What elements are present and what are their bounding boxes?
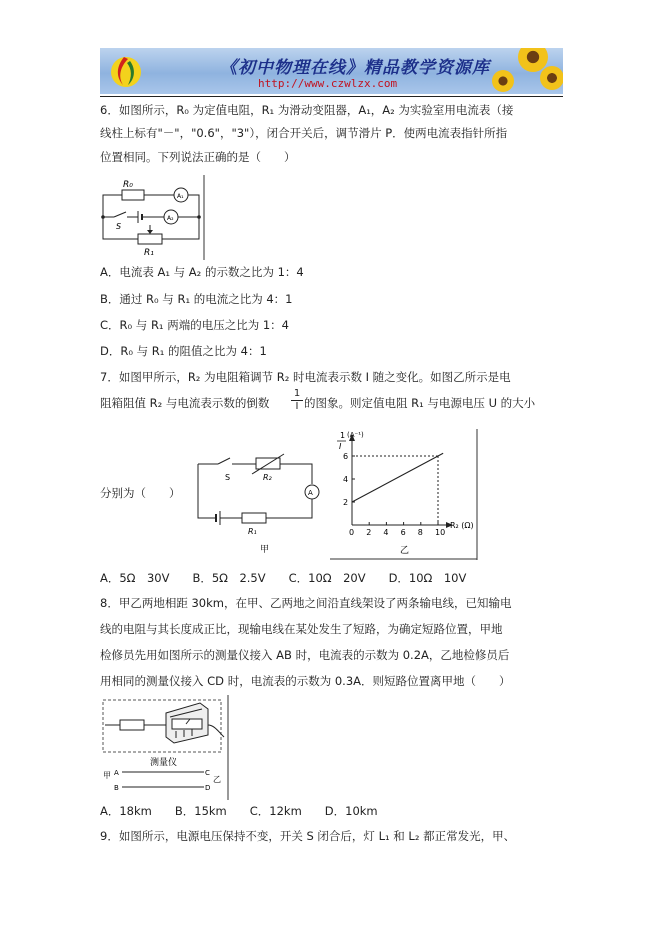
q8-options: A．18km B．15km C．12km D．10km [100, 804, 378, 818]
q7-jia-caption: 甲 [260, 545, 270, 555]
q7-x-tick-label: 2 [366, 528, 372, 537]
q7-yi-caption: 乙 [400, 546, 410, 556]
q7-r1-label: R₁ [248, 527, 257, 536]
header-divider [100, 96, 563, 97]
q6-option-a: A．电流表 A₁ 与 A₂ 的示数之比为 1：4 [100, 265, 304, 279]
q6-switch [114, 212, 126, 217]
q7-x-tick-label: 4 [383, 528, 389, 537]
q7-stem-line3: 分别为（ ） [100, 486, 181, 500]
q7-graph-yi [330, 425, 480, 560]
q6-s-label: S [116, 222, 122, 231]
q7-x-tick-label: 0 [349, 528, 355, 537]
q7-y-tick-label: 4 [343, 475, 349, 484]
q7-switch [218, 458, 230, 464]
q8-yi-label: 乙 [213, 775, 221, 784]
banner-url[interactable]: http://www.czwlzx.com [258, 77, 398, 90]
q6-r1-label: R₁ [144, 248, 154, 258]
q8-meter-caption: 测量仪 [150, 758, 178, 768]
q8-meter-diagram [100, 695, 230, 800]
sunflower-icon [540, 66, 563, 90]
q7-options: A．5Ω 30V B．5Ω 2.5V C．10Ω 20V D．10Ω 10V [100, 571, 467, 585]
q8-c-label: C [205, 769, 210, 777]
q7-x-tick-label: 10 [435, 528, 446, 537]
q7-y-tick-label: 6 [343, 452, 349, 461]
q7-ylabel-den: I [339, 442, 342, 451]
q8-line2: 线的电阻与其长度成正比，现输电线在某处发生了短路，为确定短路位置，甲地 [100, 622, 503, 636]
q6-circuit-diagram [100, 175, 210, 260]
q7-s-label: S [225, 473, 231, 482]
q7-stem-line2a: 阻箱阻值 R₂ 与电流表示数的倒数 [100, 396, 270, 410]
q8-line3: 检修员先用如图所示的测量仪接入 AB 时，电流表的示数为 0.2A，乙地检修员后 [100, 648, 510, 662]
q8-line1: 8．甲乙两地相距 30km，在甲、乙两地之间沿直线架设了两条输电线，已知输电 [100, 596, 512, 610]
q6-a2-label: A₂ [167, 215, 174, 222]
q7-stem-line2b: 的图象。则定值电阻 R₁ 与电源电压 U 的大小 [304, 396, 536, 410]
banner-title: 《初中物理在线》精品教学资源库 [220, 58, 490, 78]
q7-y-tick-label: 2 [343, 498, 349, 507]
q7-series-line [352, 453, 443, 502]
q6-option-c: C．R₀ 与 R₁ 两端的电压之比为 1：4 [100, 318, 289, 332]
q6-stem-line2: 线柱上标有"－"，"0.6"，"3"），闭合开关后，调节滑片 P．使两电流表指针所指 [100, 126, 508, 140]
site-logo-icon [106, 53, 146, 89]
q8-resistor [120, 720, 144, 730]
q8-line4: 用相同的测量仪接入 CD 时，电流表的示数为 0.3A．则短路位置离甲地（ ） [100, 674, 511, 688]
q6-r0-resistor [122, 190, 144, 200]
q8-jia-label: 甲 [103, 771, 111, 780]
q6-option-b: B．通过 R₀ 与 R₁ 的电流之比为 4：1 [100, 292, 293, 306]
q7-ylabel-num: 1 [340, 431, 346, 440]
q7-r2-label: R₂ [263, 473, 272, 482]
q7-a-label: A [308, 489, 313, 497]
q8-d-label: D [205, 784, 211, 792]
q7-stem-line1: 7．如图甲所示，R₂ 为电阻箱调节 R₂ 时电流表示数 I 随之变化。如图乙所示是电 [100, 370, 511, 384]
q6-a1-label: A₁ [177, 193, 184, 200]
q7-x-tick-label: 8 [417, 528, 423, 537]
q7-r1-resistor [242, 513, 266, 523]
q6-r1-rheostat [138, 234, 162, 244]
sunflower-icon [492, 70, 514, 92]
q7-fraction [291, 388, 303, 413]
q7-fraction-num: 1 [293, 388, 301, 399]
q8-b-label: B [114, 784, 119, 792]
q7-xlabel: R₂ (Ω) [450, 521, 474, 530]
q6-stem-line1: 6．如图所示，R₀ 为定值电阻，R₁ 为滑动变阻器，A₁，A₂ 为实验室用电流表（接 [100, 103, 514, 117]
q6-r0-label: R₀ [123, 180, 133, 190]
header-banner [100, 48, 563, 94]
q7-fraction-den: I [291, 400, 303, 413]
q7-x-tick-label: 6 [400, 528, 406, 537]
q7-circuit-jia [190, 450, 330, 560]
q8-a-label: A [114, 769, 119, 777]
q6-option-d: D．R₀ 与 R₁ 的阻值之比为 4：1 [100, 344, 267, 358]
q6-stem-line3: 位置相同。下列说法正确的是（ ） [100, 150, 296, 164]
q9-line1: 9．如图所示，电源电压保持不变，开关 S 闭合后，灯 L₁ 和 L₂ 都正常发光，甲、 [100, 829, 516, 843]
q7-yunit: (A⁻¹) [347, 431, 364, 439]
